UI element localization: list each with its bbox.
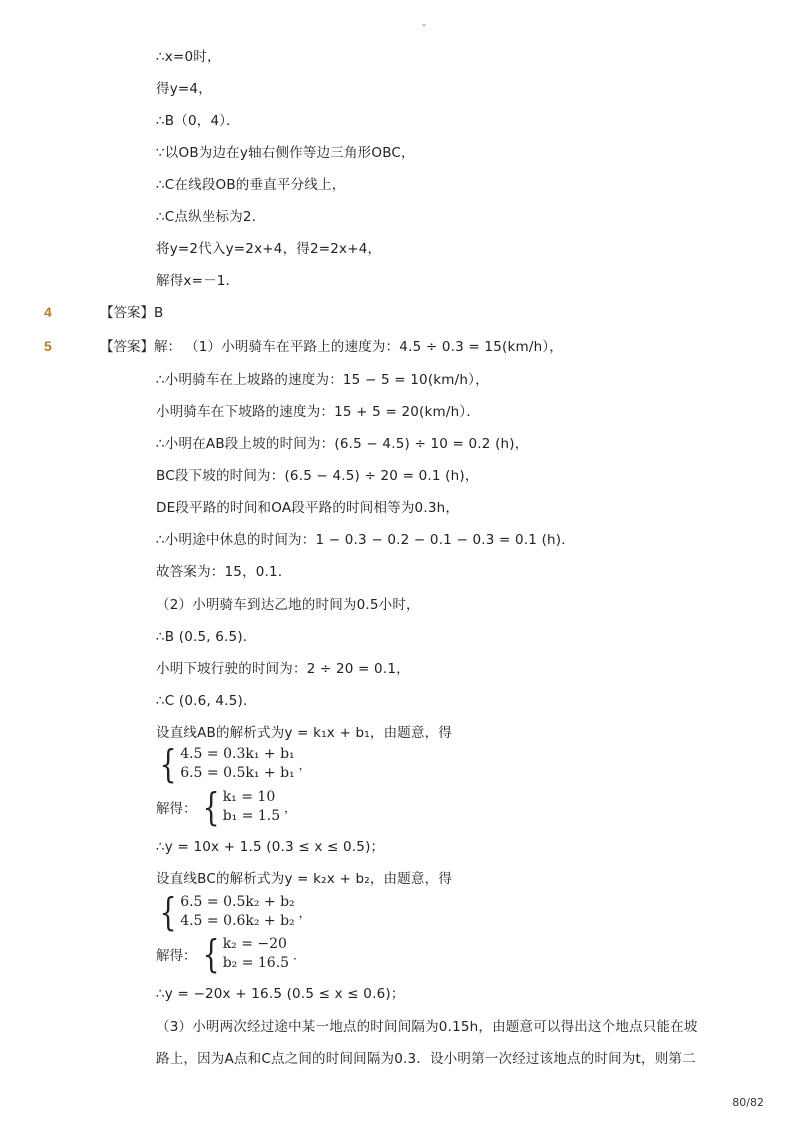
text-line: ∴C (0.6, 4.5)． [156, 693, 257, 709]
text-line: 解得x=－1． [156, 273, 240, 289]
brace-icon: { [159, 742, 177, 786]
text-line: 小明下坡行驶的时间为：2 ÷ 20 = 0.1， [156, 661, 410, 677]
question-number: 4 [44, 304, 52, 320]
question-number: 5 [44, 338, 52, 354]
equation-row: b₁ = 1.5 [222, 808, 281, 824]
text-line: 设直线BC的解析式为y = k₂x + b₂，由题意，得 [156, 871, 453, 887]
text-line: ∴小明在AB段上坡的时间为：(6.5 − 4.5) ÷ 10 = 0.2 (h)， [156, 436, 529, 452]
text-line: ∴y = −20x + 16.5 (0.5 ≤ x ≤ 0.6)； [156, 986, 405, 1002]
text-line: ∴x=0时， [156, 49, 221, 65]
equation-row: k₁ = 10 [222, 789, 276, 805]
text-line: ∴C在线段OB的垂直平分线上， [156, 177, 346, 193]
text-line: 设直线AB的解析式为y = k₁x + b₁，由题意，得 [156, 725, 453, 741]
text-line: ∴B (0.5, 6.5)． [156, 629, 257, 645]
punctuation: ， [298, 905, 311, 920]
punctuation: ， [284, 800, 297, 815]
brace-icon: { [159, 890, 177, 934]
answer-label: 【答案】解： [100, 339, 181, 355]
equation-row: k₂ = −20 [222, 936, 287, 952]
equation-row: 4.5 = 0.3k₁ + b₁ [180, 746, 295, 762]
brace-icon: { [202, 932, 220, 976]
text-line: BC段下坡的时间为：(6.5 − 4.5) ÷ 20 = 0.1 (h)， [156, 468, 479, 484]
text-line: ∴小明骑车在上坡路的速度为：15 − 5 = 10(km/h）， [156, 372, 489, 388]
text-line: DE段平路的时间和OA段平路的时间相等为0.3h， [156, 500, 460, 516]
equation-row: 6.5 = 0.5k₂ + b₂ [180, 894, 295, 910]
text-line: ∵以OB为边在y轴右侧作等边三角形OBC， [156, 145, 415, 161]
text-line: （2）小明骑车到达乙地的时间为0.5小时， [156, 597, 420, 613]
answer-label: 【答案】B [100, 305, 164, 321]
equation-row: 4.5 = 0.6k₂ + b₂ [180, 913, 295, 929]
equation-system [156, 890, 311, 934]
text-line: （1）小明骑车在平路上的速度为：4.5 ÷ 0.3 = 15(km/h）， [185, 339, 563, 355]
equation-row: 6.5 = 0.5k₁ + b₁ [180, 765, 295, 781]
text-line: 路上，因为A点和C点之间的时间间隔为0.3．设小明第一次经过该地点的时间为t，则第二 [156, 1051, 696, 1067]
equation-solution [156, 932, 306, 976]
text-line: 小明骑车在下坡路的速度为：15 + 5 = 20(km/h）． [156, 404, 481, 420]
punctuation: ， [298, 757, 311, 772]
text-line: ∴B（0，4）． [156, 113, 240, 129]
solve-prefix: 解得： [156, 948, 197, 964]
page-number: 80/82 [732, 1096, 764, 1109]
punctuation: ． [293, 947, 306, 962]
equation-solution [156, 785, 297, 829]
text-line: ∴小明途中休息的时间为：1 − 0.3 − 0.2 − 0.1 − 0.3 = 0.1 (h)． [156, 532, 575, 548]
header-mark: - [422, 18, 426, 31]
equation-system [156, 742, 311, 786]
text-line: 得y=4， [156, 81, 212, 97]
brace-icon: { [202, 785, 220, 829]
text-line: ∴C点纵坐标为2． [156, 209, 266, 225]
text-line: （3）小明两次经过途中某一地点的时间间隔为0.15h，由题意可以得出这个地点只能在坡 [156, 1019, 698, 1035]
text-line: ∴y = 10x + 1.5 (0.3 ≤ x ≤ 0.5)； [156, 839, 385, 855]
text-line: 将y=2代入y=2x+4，得2=2x+4， [156, 241, 382, 257]
solve-prefix: 解得： [156, 801, 197, 817]
equation-row: b₂ = 16.5 [222, 955, 290, 971]
text-line: 故答案为：15，0.1． [156, 564, 292, 580]
